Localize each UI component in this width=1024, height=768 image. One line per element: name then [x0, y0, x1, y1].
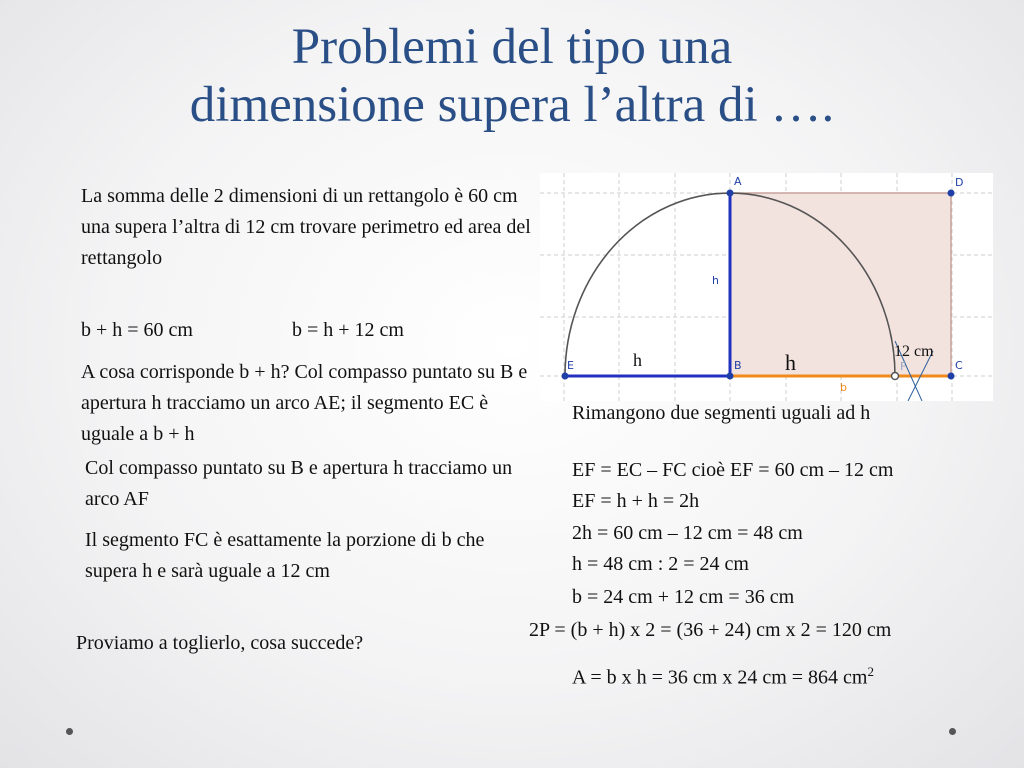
point-f — [892, 373, 899, 380]
title-line-1: Problemi del tipo una — [291, 19, 733, 75]
problem-text: La somma delle 2 dimensioni di un rettangolo è 60 cm una supera l’altra di 12 cm trovare perimetro ed area del rettangolo — [81, 185, 531, 269]
step-2h: 2h = 60 cm – 12 cm = 48 cm — [572, 522, 803, 544]
fc-segment-text: Il segmento FC è esattamente la porzione di b che supera h e sarà uguale a 12 cm — [85, 529, 485, 582]
overlay-h-left: h — [633, 350, 642, 370]
step-ef-2h: EF = h + h = 2h — [572, 490, 700, 512]
slide-title — [40, 18, 984, 134]
label-d: D — [955, 176, 964, 189]
overlay-h-right: h — [785, 350, 796, 375]
label-f: F — [900, 360, 907, 373]
label-b-segment: b — [840, 381, 847, 394]
arc-af-text: Col compasso puntato su B e apertura h tracciamo un arco AF — [85, 457, 513, 510]
point-b — [727, 373, 734, 380]
question-text: A cosa corrisponde b + h? Col compasso puntato su B e apertura h tracciamo un arco AE; il segmento EC è uguale a b + h — [81, 361, 528, 445]
point-d — [948, 190, 955, 197]
step-b: b = 24 cm + 12 cm = 36 cm — [572, 586, 795, 608]
perimeter-formula: 2P = (b + h) x 2 = (36 + 24) cm x 2 = 120 cm — [529, 619, 892, 641]
label-e: E — [567, 359, 574, 372]
decorative-dot-left — [66, 728, 73, 735]
equation-sum: b + h = 60 cm — [81, 319, 193, 341]
area-exponent: 2 — [867, 664, 874, 679]
remaining-segments-text: Rimangono due segmenti uguali ad h — [572, 402, 871, 424]
point-c — [948, 373, 955, 380]
area-formula — [572, 656, 874, 694]
step-h: h = 48 cm : 2 = 24 cm — [572, 553, 749, 575]
area-text: A = b x h = 36 cm x 24 cm = 864 cm — [572, 666, 868, 689]
point-a — [727, 190, 734, 197]
geometry-figure — [540, 173, 993, 401]
step-ef: EF = EC – FC cioè EF = 60 cm – 12 cm — [572, 459, 894, 481]
decorative-dot-right — [949, 728, 956, 735]
overlay-12cm: 12 cm — [894, 343, 934, 360]
label-b: B — [734, 359, 742, 372]
label-a: A — [734, 175, 742, 188]
point-e — [562, 373, 569, 380]
label-c: C — [955, 359, 963, 372]
try-text: Proviamo a toglierlo, cosa succede? — [76, 632, 364, 654]
title-line-2: dimensione supera l’altra di …. — [189, 77, 835, 133]
label-h-vertical: h — [712, 274, 719, 287]
equation-difference: b = h + 12 cm — [292, 319, 404, 341]
